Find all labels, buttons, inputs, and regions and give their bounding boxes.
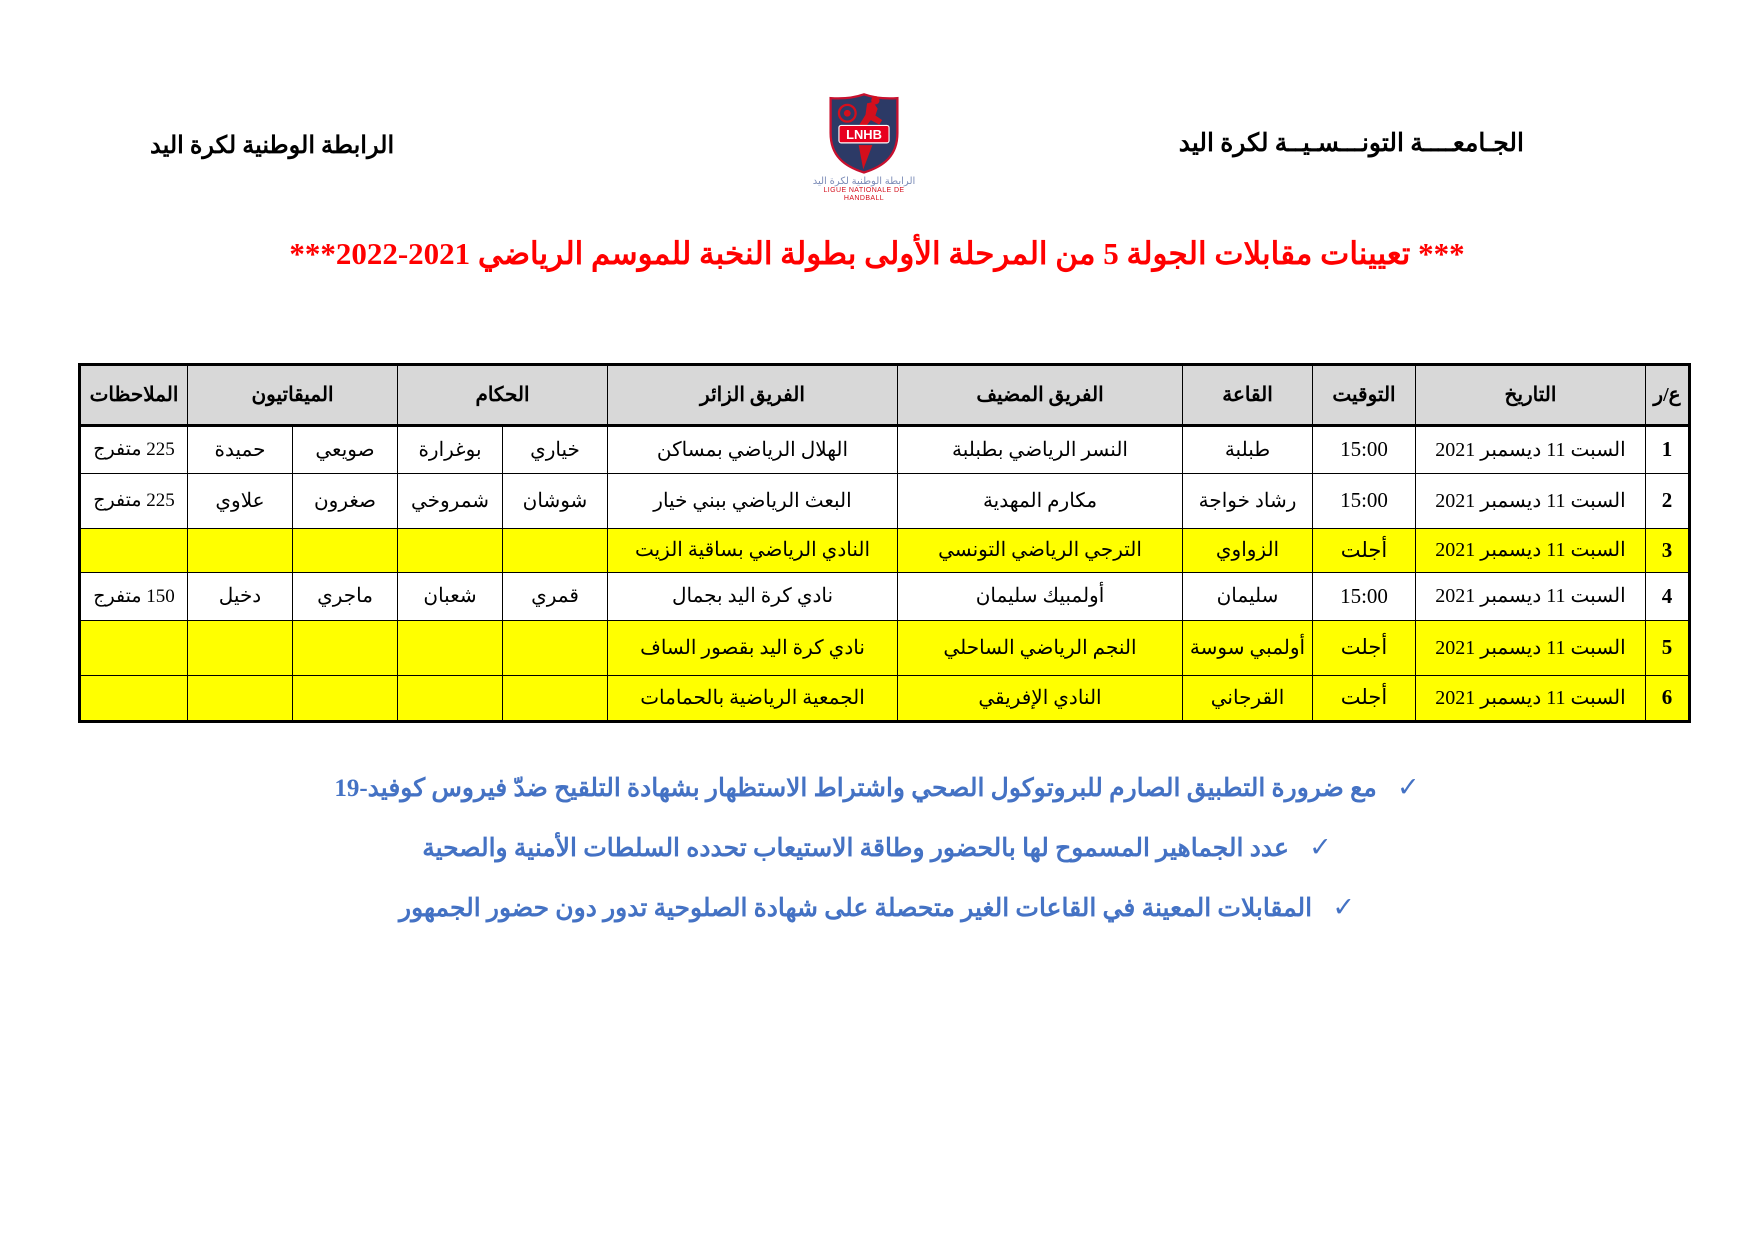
match-4-date: السبت 11 ديسمبر 2021	[1416, 573, 1646, 621]
match-6-hall: القرجاني	[1183, 676, 1313, 722]
footnote-spectators-capacity	[0, 832, 1754, 863]
match-5-notes	[80, 621, 188, 676]
footnote-text: مع ضرورة التطبيق الصارم للبروتوكول الصحي واشتراط الاستظهار بشهادة التلقيح ضدّ فيروس كوفيد-19	[334, 775, 1377, 802]
header-num: ع/ر	[1646, 365, 1690, 426]
match-4-visitor-team: نادي كرة اليد بجمال	[608, 573, 898, 621]
match-5-referee-b	[398, 621, 503, 676]
match-row-3-postponed	[80, 529, 1690, 573]
fixtures-table	[78, 363, 1691, 723]
logo-arabic-name: الرابطة الوطنية لكرة اليد	[812, 176, 916, 187]
match-2-num: 2	[1646, 474, 1690, 529]
match-4-referee-a: قمري	[503, 573, 608, 621]
checkmark-icon: ✓	[1397, 772, 1420, 803]
match-4-num: 4	[1646, 573, 1690, 621]
match-1-home-team: النسر الرياضي بطبلبة	[898, 426, 1183, 474]
match-1-hall: طبلبة	[1183, 426, 1313, 474]
match-5-hall: أولمبي سوسة	[1183, 621, 1313, 676]
match-6-timekeeper-a	[293, 676, 398, 722]
match-3-hall: الزواوي	[1183, 529, 1313, 573]
match-1-referee-b: بوغرارة	[398, 426, 503, 474]
match-4-timekeeper-a: ماجري	[293, 573, 398, 621]
match-1-date: السبت 11 ديسمبر 2021	[1416, 426, 1646, 474]
match-6-visitor-team: الجمعية الرياضية بالحمامات	[608, 676, 898, 722]
header-home-team: الفريق المضيف	[898, 365, 1183, 426]
match-6-num: 6	[1646, 676, 1690, 722]
match-3-referee-b	[398, 529, 503, 573]
lnhb-logo	[804, 92, 924, 202]
match-3-timekeeper-a	[293, 529, 398, 573]
header-notes: الملاحظات	[80, 365, 188, 426]
match-5-date: السبت 11 ديسمبر 2021	[1416, 621, 1646, 676]
match-2-referee-a: شوشان	[503, 474, 608, 529]
match-2-timekeeper-b: علاوي	[188, 474, 293, 529]
match-row-4	[80, 573, 1690, 621]
match-2-date: السبت 11 ديسمبر 2021	[1416, 474, 1646, 529]
match-4-referee-b: شعبان	[398, 573, 503, 621]
match-5-home-team: النجم الرياضي الساحلي	[898, 621, 1183, 676]
league-name: الرابطة الوطنية لكرة اليد	[150, 133, 395, 159]
match-4-hall: سليمان	[1183, 573, 1313, 621]
page-title: *** تعيينات مقابلات الجولة 5 من المرحلة الأولى بطولة النخبة للموسم الرياضي 2021-2022***	[289, 236, 1465, 271]
federation-name: الجـامعــــة التونـــسـيــة لكرة اليد	[1178, 130, 1524, 157]
table-header-row	[80, 365, 1690, 426]
match-5-time: أجلت	[1313, 621, 1416, 676]
match-3-visitor-team: النادي الرياضي بساقية الزيت	[608, 529, 898, 573]
checkmark-icon: ✓	[1332, 892, 1355, 923]
match-3-date: السبت 11 ديسمبر 2021	[1416, 529, 1646, 573]
lnhb-acronym: LNHB	[846, 127, 882, 143]
footnote-covid-protocol	[0, 772, 1754, 803]
match-6-home-team: النادي الإفريقي	[898, 676, 1183, 722]
footnote-halls-certificate	[0, 892, 1754, 923]
match-6-time: أجلت	[1313, 676, 1416, 722]
match-4-timekeeper-b: دخيل	[188, 573, 293, 621]
match-row-1	[80, 426, 1690, 474]
match-6-notes	[80, 676, 188, 722]
match-5-timekeeper-b	[188, 621, 293, 676]
footnotes	[0, 772, 1754, 952]
logo-french-name: LIGUE NATIONALE DE HANDBALL	[823, 187, 905, 202]
match-2-home-team: مكارم المهدية	[898, 474, 1183, 529]
match-6-referee-a	[503, 676, 608, 722]
header-hall: القاعة	[1183, 365, 1313, 426]
header-referees: الحكام	[398, 365, 608, 426]
match-3-home-team: الترجي الرياضي التونسي	[898, 529, 1183, 573]
match-3-notes	[80, 529, 188, 573]
match-6-date: السبت 11 ديسمبر 2021	[1416, 676, 1646, 722]
lnhb-shield-icon	[820, 92, 908, 174]
match-1-timekeeper-b: حميدة	[188, 426, 293, 474]
match-3-num: 3	[1646, 529, 1690, 573]
match-3-timekeeper-b	[188, 529, 293, 573]
match-5-referee-a	[503, 621, 608, 676]
match-5-num: 5	[1646, 621, 1690, 676]
header-time: التوقيت	[1313, 365, 1416, 426]
match-row-6-postponed	[80, 676, 1690, 722]
match-1-timekeeper-a: صويعي	[293, 426, 398, 474]
checkmark-icon: ✓	[1309, 832, 1332, 863]
match-2-notes: 225 متفرج	[80, 474, 188, 529]
header-timekeepers: الميقاتيون	[188, 365, 398, 426]
footnote-text: عدد الجماهير المسموح لها بالحضور وطاقة الاستيعاب تحدده السلطات الأمنية والصحية	[422, 835, 1289, 862]
header-visitor-team: الفريق الزائر	[608, 365, 898, 426]
match-1-notes: 225 متفرج	[80, 426, 188, 474]
match-row-5-postponed	[80, 621, 1690, 676]
match-4-home-team: أولمبيك سليمان	[898, 573, 1183, 621]
match-2-visitor-team: البعث الرياضي ببني خيار	[608, 474, 898, 529]
match-row-2	[80, 474, 1690, 529]
match-5-timekeeper-a	[293, 621, 398, 676]
match-1-time: 15:00	[1313, 426, 1416, 474]
footnote-text: المقابلات المعينة في القاعات الغير متحصلة على شهادة الصلوحية تدور دون حضور الجمهور	[399, 895, 1313, 922]
match-1-num: 1	[1646, 426, 1690, 474]
match-3-referee-a	[503, 529, 608, 573]
match-1-referee-a: خياري	[503, 426, 608, 474]
match-5-visitor-team: نادي كرة اليد بقصور الساف	[608, 621, 898, 676]
match-6-referee-b	[398, 676, 503, 722]
match-4-notes: 150 متفرج	[80, 573, 188, 621]
match-2-referee-b: شمروخي	[398, 474, 503, 529]
header-date: التاريخ	[1416, 365, 1646, 426]
match-2-hall: رشاد خواجة	[1183, 474, 1313, 529]
match-6-timekeeper-b	[188, 676, 293, 722]
match-4-time: 15:00	[1313, 573, 1416, 621]
match-3-time: أجلت	[1313, 529, 1416, 573]
match-2-time: 15:00	[1313, 474, 1416, 529]
match-2-timekeeper-a: صغرون	[293, 474, 398, 529]
match-1-visitor-team: الهلال الرياضي بمساكن	[608, 426, 898, 474]
